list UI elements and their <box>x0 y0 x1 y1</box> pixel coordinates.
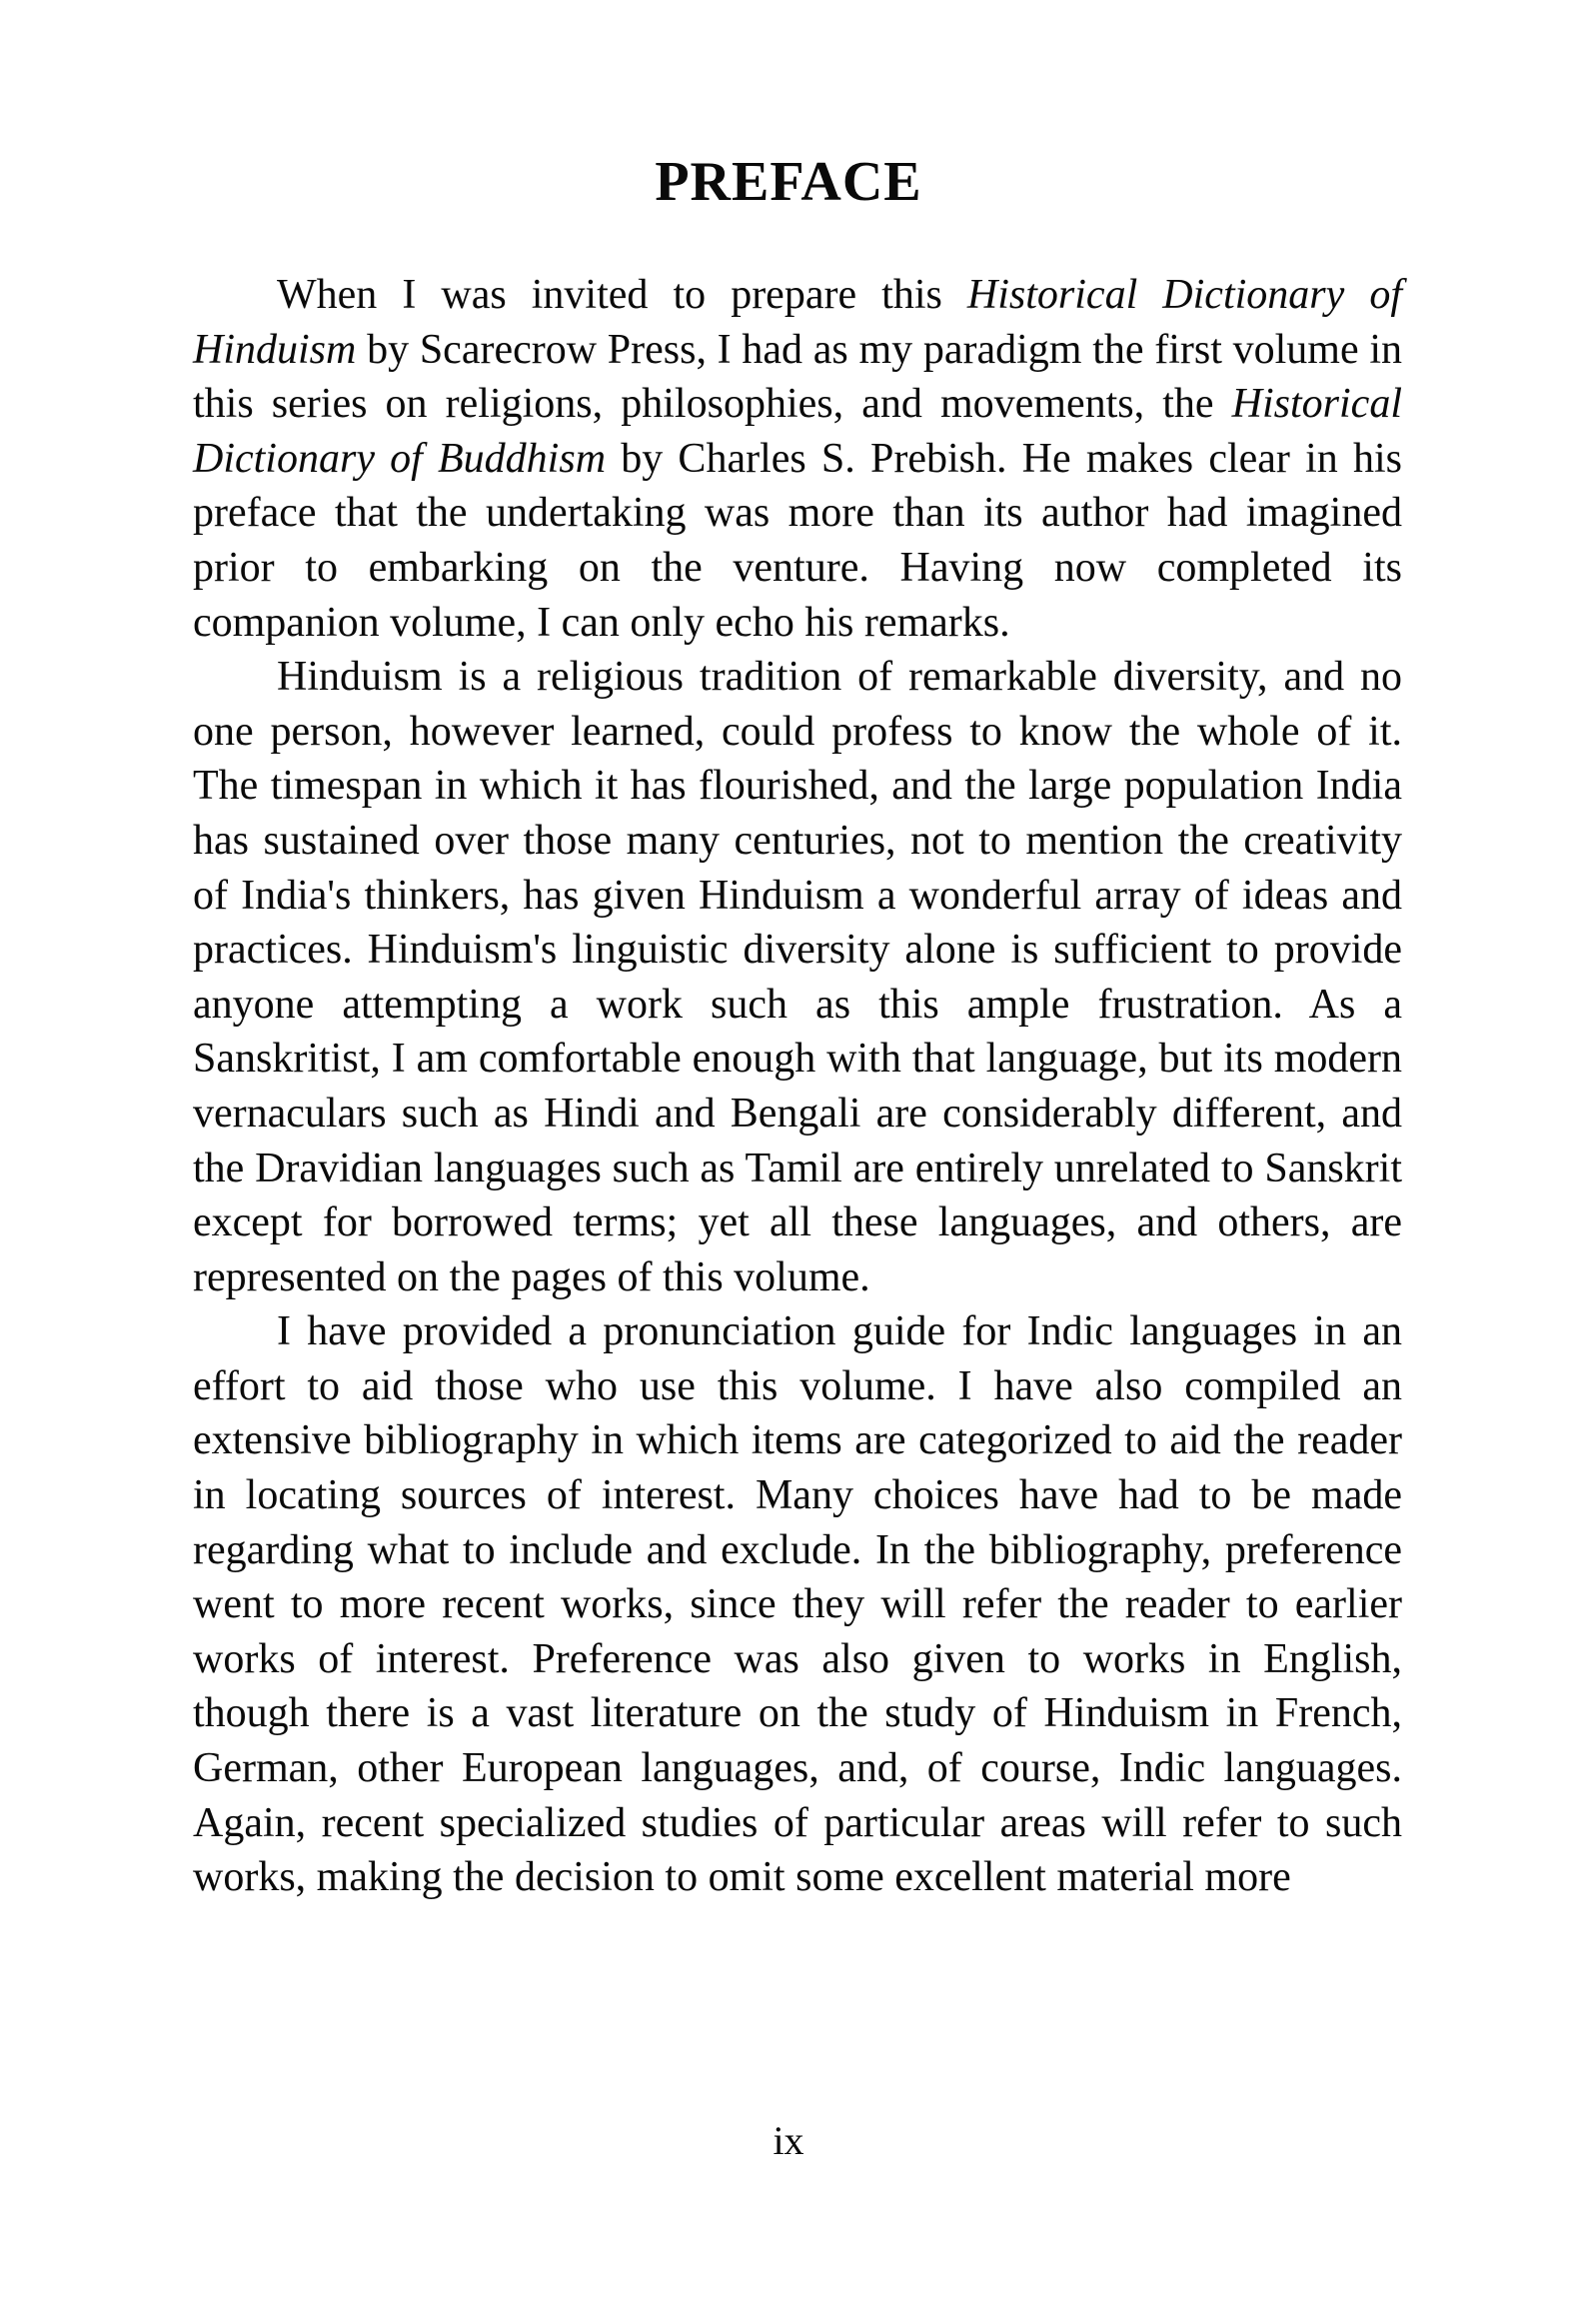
preface-body <box>193 268 1402 1905</box>
paragraph-3: I have provided a pronunciation guide for Indic languages in an effort to aid those who use this volume. I have also compiled an extensive bibliography in which items are categorized to aid the reader in locating sources of interest. Many choices have had to be made regarding what to include and exclude. In the bibliography, preference went to more recent works, since they will refer the reader to earlier works of interest. Preference was also given to works in English, though there is a vast literature on the study of Hinduism in French, German, other European languages, and, of course, Indic languages. Again, recent specialized studies of particular areas will refer to such works, making the decision to omit some excellent material more <box>193 1308 1402 1901</box>
paragraph-1-text-b: by Scarecrow Press, I had as my paradigm the first volume in this series on religions, philosophies, and movements, the <box>193 326 1402 428</box>
paragraph-1 <box>193 268 1402 650</box>
paragraph-1-text-a: When I was invited to prepare this <box>277 272 967 318</box>
paragraph-2: Hinduism is a religious tradition of remarkable diversity, and no one person, however learned, could profess to know the whole of it. The timespan in which it has flourished, and the large population India has sustained over those many centuries, not to mention the creativity of India's thinkers, has given Hinduism a wonderful array of ideas and practices. Hinduism's linguistic diversity alone is sufficient to provide anyone attempting a work such as this ample frustration. As a Sanskritist, I am comfortable enough with that language, but its modern vernaculars such as Hindi and Bengali are considerably different, and the Dravidian languages such as Tamil are entirely unrelated to Sanskrit except for borrowed terms; yet all these languages, and others, are represented on the pages of this volume. <box>193 654 1402 1300</box>
page-title: PREFACE <box>655 151 922 213</box>
paragraph-1-text-c: by Charles S. Prebish. He makes clear in his preface that the undertaking was more than its author had imagined prior to embarking on the venture. Having now completed its companion volume, I can only echo his remarks. <box>193 435 1402 646</box>
book-title-hinduism: Historical Dictionary of Hinduism <box>193 272 1402 373</box>
page-number: ix <box>773 2118 804 2163</box>
book-title-buddhism: Historical Dictionary of Buddhism <box>193 381 1402 482</box>
